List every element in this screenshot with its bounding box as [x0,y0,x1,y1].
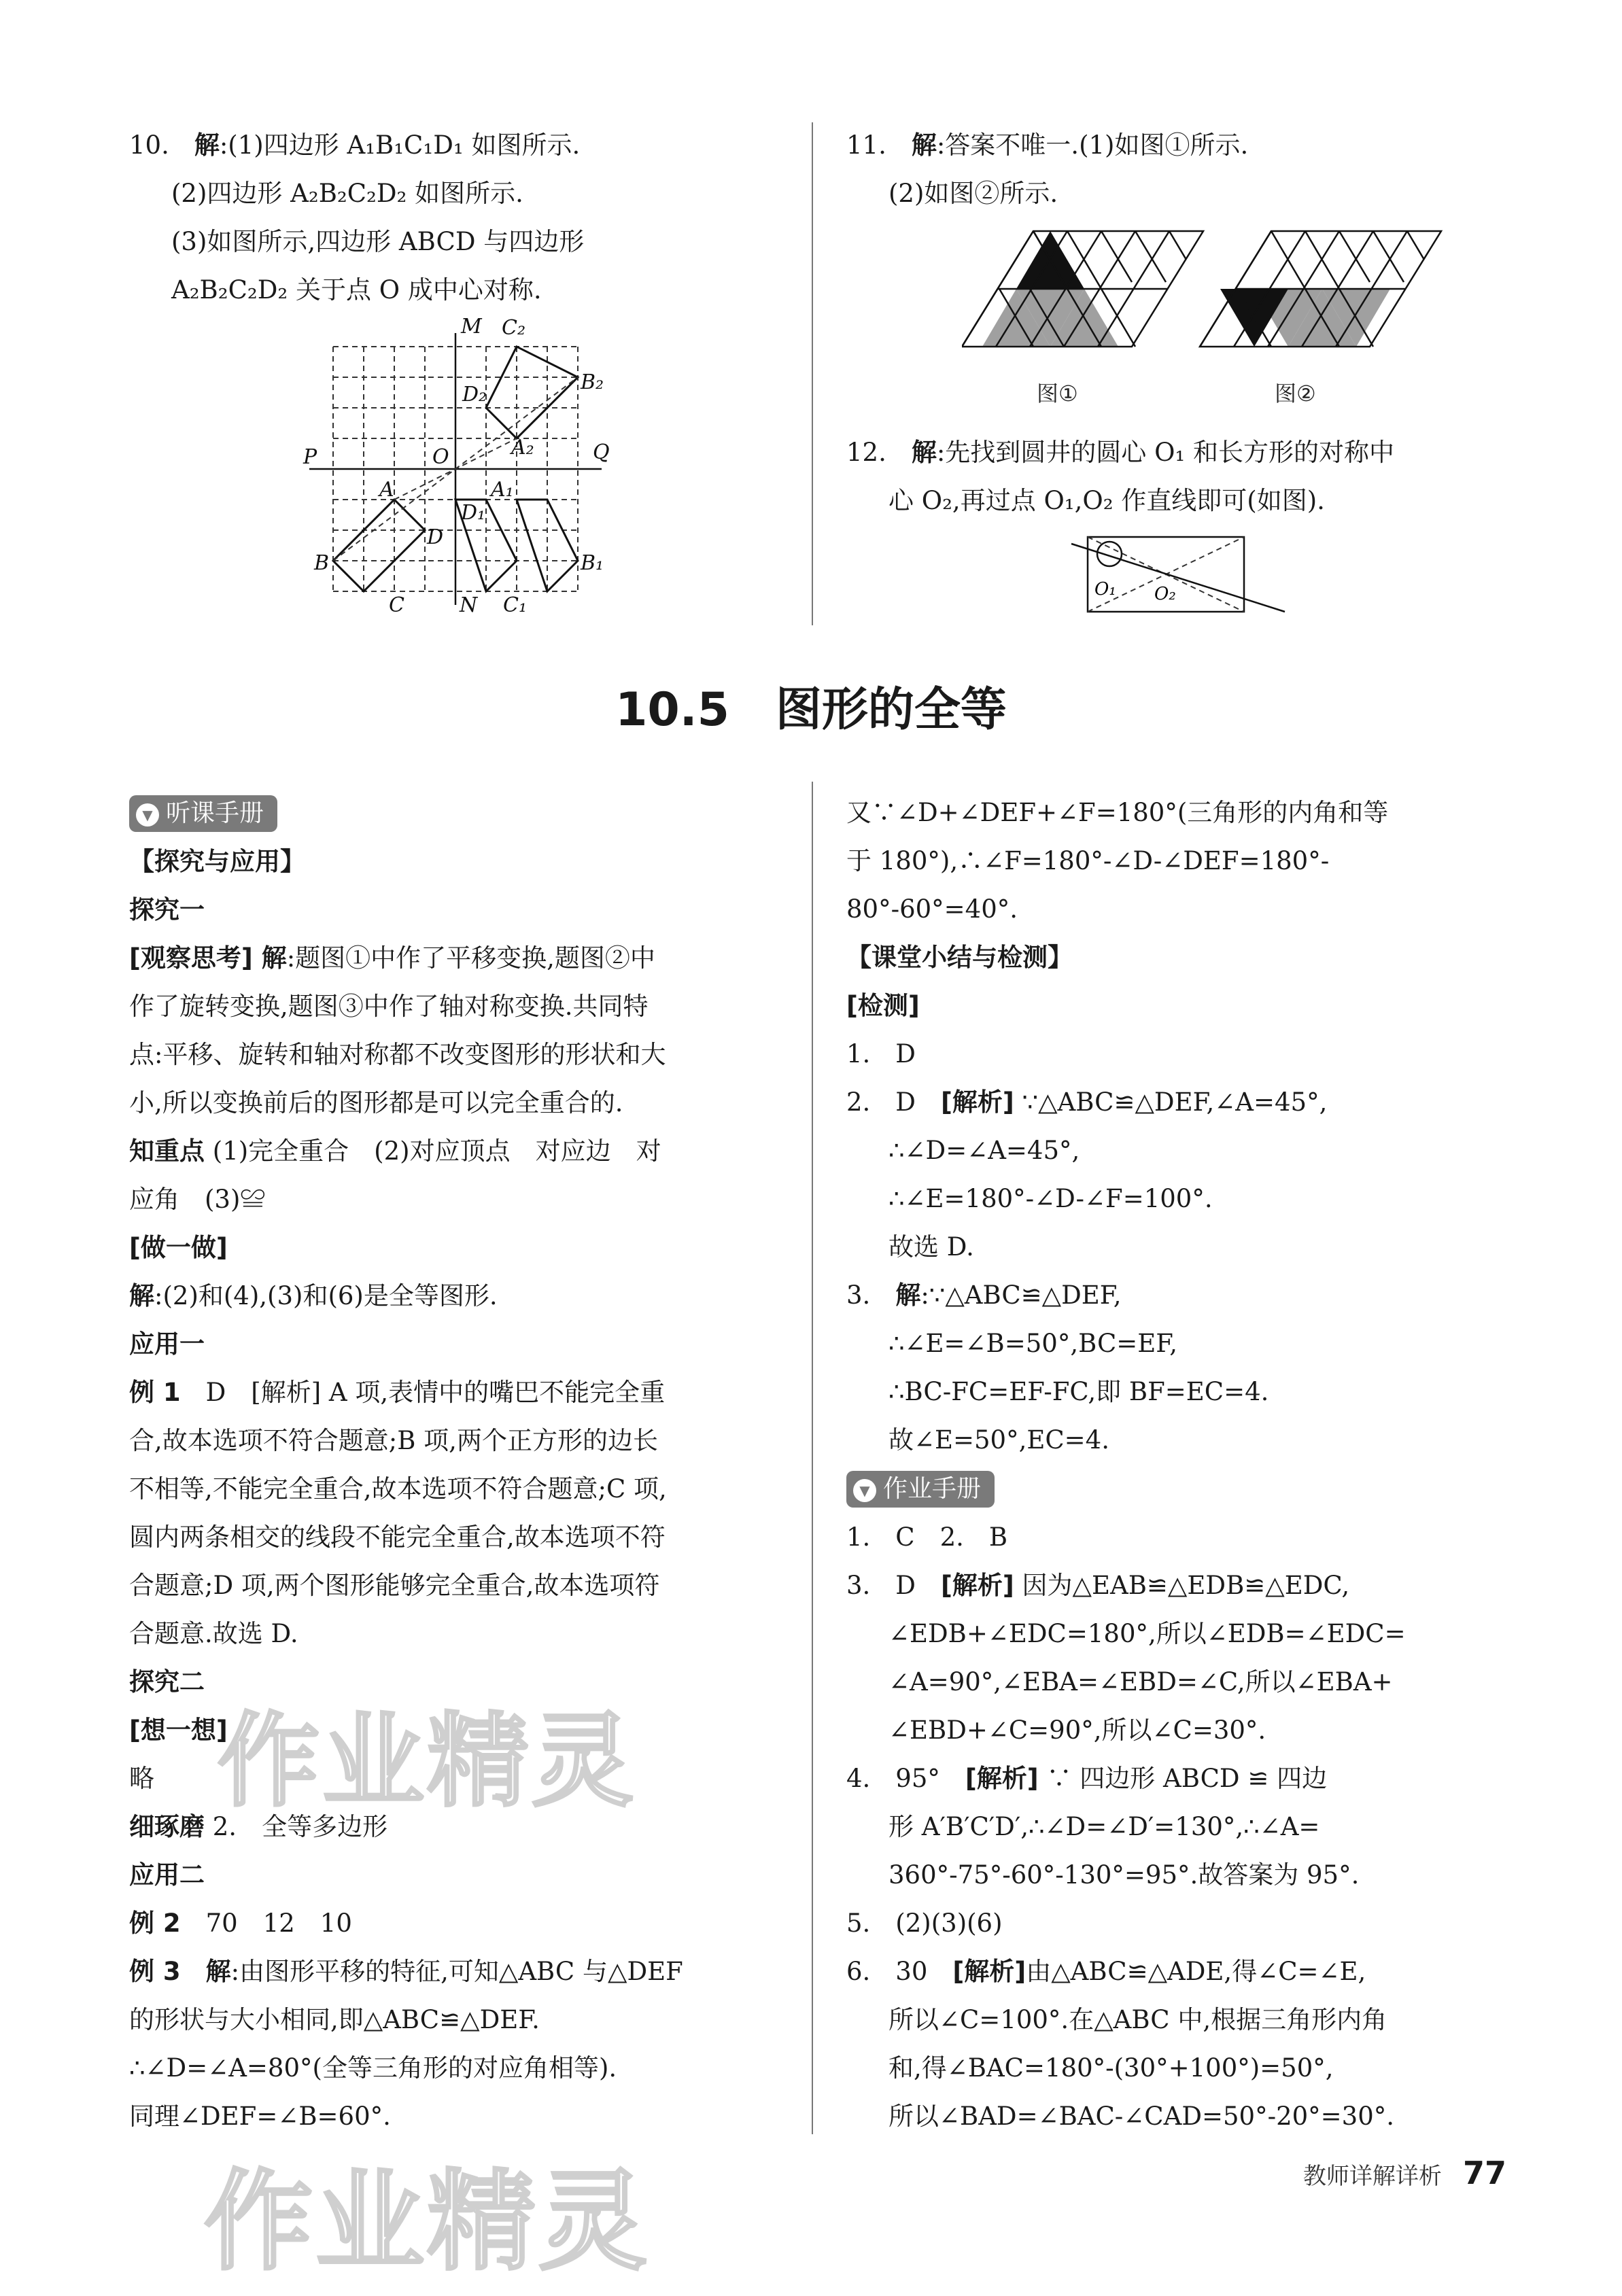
right-column [846,788,1499,2140]
grid-figure [299,313,612,619]
paragraph-line: 于 180°),∴∠F=180°-∠D-∠DEF=180°- [846,846,1330,875]
paragraph-line: 1. C 2. B [846,1523,1008,1552]
label-B: B [314,551,330,575]
label-C1: C₁ [503,593,527,617]
paragraph-line: ∠EDB+∠EDC=180°,所以∠EDB=∠EDC= [888,1619,1406,1648]
paragraph-line: 解:(2)和(4),(3)和(6)是全等图形. [129,1281,498,1310]
label-A: A [379,478,394,502]
problem-12-line-2: 心 O₂,再过点 O₁,O₂ 作直线即可(如图). [888,486,1325,515]
paragraph-line: ∴∠E=∠B=50°,BC=EF, [888,1329,1177,1358]
label-O1: O₁ [1094,579,1116,599]
paragraph-line: ∴∠E=180°-∠D-∠F=100°. [888,1184,1213,1213]
label-P: P [303,445,317,469]
paragraph-line: ∠A=90°,∠EBA=∠EBD=∠C,所以∠EBA+ [888,1667,1393,1697]
paragraph-line: 的形状与大小相同,即△ABC≌△DEF. [129,2005,540,2034]
label-A1: A₁ [491,478,514,502]
paragraph-line: [观察思考] 解:题图①中作了平移变换,题图②中 [129,943,655,973]
triangle-grid-2 [1200,231,1441,406]
paragraph-line: 6. 30 [解析]由△ABC≌△ADE,得∠C=∠E, [846,1957,1366,1986]
problem-11-line-2: (2)如图②所示. [888,179,1058,208]
triangle-grid-1 [962,231,1203,406]
paragraph-line: 2. D [解析] ∵△ABC≌△DEF,∠A=45°, [846,1088,1328,1117]
heading: [做一做] [129,1233,228,1262]
paragraph-line: 形 A′B′C′D′,∴∠D=∠D′=130°,∴∠A= [888,1812,1320,1841]
left-column [129,788,795,2140]
paragraph-line: 3. D [解析] 因为△EAB≌△EDB≌△EDC, [846,1571,1350,1600]
paragraph-line: ∠EBD+∠C=90°,所以∠C=30°. [888,1716,1266,1745]
rectangle-figure [1067,530,1298,619]
triangle-grids [962,224,1451,428]
paragraph-line: 小,所以变换前后的图形都是可以完全重合的. [129,1088,623,1117]
paragraph-line: 圆内两条相交的线段不能完全重合,故本选项不符 [129,1523,666,1552]
paragraph-line: 4. 95° [解析] ∵ 四边形 ABCD ≌ 四边 [846,1764,1328,1793]
paragraph-line: 合,故本选项不符合题意;B 项,两个正方形的边长 [129,1426,658,1455]
paragraph-line: ∴BC-FC=EF-FC,即 BF=EC=4. [888,1377,1269,1406]
paragraph-line: 细琢磨 2. 全等多边形 [129,1812,388,1841]
label-A2: A₂ [511,436,534,459]
page-number: 77 [1462,2155,1506,2191]
paragraph-line: 和,得∠BAC=180°-(30°+100°)=50°, [888,2053,1334,2083]
paragraph-line: 1. D [846,1039,916,1068]
caption-figure-1: 图① [1037,381,1078,406]
footer-label: 教师详解详析 [1302,2163,1442,2190]
paragraph-line: 例 2 70 12 10 [129,1909,352,1938]
label-B2: B₂ [581,370,604,394]
label-D2: D₂ [462,383,487,406]
heading: 【探究与应用】 [129,847,305,876]
chevron-down-icon: ▼ [853,1479,876,1502]
label-D1: D₁ [461,501,486,525]
label-C2: C₂ [502,316,525,340]
section-title: 10.5 图形的全等 [615,683,1007,737]
paragraph-line: 所以∠C=100°.在△ABC 中,根据三角形内角 [888,2005,1387,2034]
label-N: N [460,593,478,617]
problem-12 [846,428,1492,525]
paragraph-line: 又∵∠D+∠DEF+∠F=180°(三角形的内角和等 [846,798,1389,827]
column-divider-top [812,122,813,625]
paragraph-line: 略 [129,1764,154,1793]
paragraph-line: 360°-75°-60°-130°=95°.故答案为 95°. [888,1860,1360,1890]
pill-lecture-handbook: ▼ 听课手册 [129,788,795,837]
label-M: M [461,315,482,338]
paragraph-line: ∴∠D=∠A=45°, [888,1136,1080,1165]
pill-homework-handbook: ▼ 作业手册 [846,1464,1499,1513]
paragraph-line: 故选 D. [888,1232,974,1262]
paragraph-line: 不相等,不能完全重合,故本选项不符合题意;C 项, [129,1474,667,1503]
problem-11 [846,121,1492,218]
watermark: 作业精灵 [218,1703,637,1821]
heading: 应用二 [129,1860,205,1890]
problem-10-line-3: (3)如图所示,四边形 ABCD 与四边形 [171,227,585,256]
paragraph-line: 合题意;D 项,两个图形能够完全重合,故本选项符 [129,1571,660,1600]
label-Q: Q [593,440,610,464]
paragraph-line: 3. 解:∵△ABC≌△DEF, [846,1281,1122,1310]
label-C: C [389,593,404,617]
label-O: O [432,445,449,469]
heading: 应用一 [129,1329,205,1359]
problem-10-line-2: (2)四边形 A₂B₂C₂D₂ 如图所示. [171,179,523,208]
paragraph-line: 合题意.故选 D. [129,1619,298,1648]
problem-10-line-1: 10. 解:(1)四边形 A₁B₁C₁D₁ 如图所示. [129,131,581,160]
paragraph-line: 例 1 D [解析] A 项,表情中的嘴巴不能完全重 [129,1378,666,1407]
paragraph-line: 例 3 解:由图形平移的特征,可知△ABC 与△DEF [129,1957,683,1986]
heading: 探究一 [129,895,205,924]
heading: [想一想] [129,1716,228,1745]
heading: [检测] [846,991,920,1020]
paragraph-line: 所以∠BAD=∠BAC-∠CAD=50°-20°=30°. [888,2102,1395,2131]
label-B1: B₁ [581,551,604,575]
problem-10 [129,121,795,314]
label-D: D [427,525,444,549]
label-O2: O₂ [1154,584,1176,604]
problem-10-line-4: A₂B₂C₂D₂ 关于点 O 成中心对称. [171,275,542,305]
watermark: 作业精灵 [204,2158,651,2285]
paragraph-line: 作了旋转变换,题图③中作了轴对称变换.共同特 [129,992,649,1021]
chevron-down-icon: ▼ [136,803,159,827]
paragraph-line: ∴∠D=∠A=80°(全等三角形的对应角相等). [129,2053,617,2083]
paragraph-line: 80°-60°=40°. [846,894,1018,924]
paragraph-line: 应角 (3)≌ [129,1185,266,1214]
paragraph-line: 同理∠DEF=∠B=60°. [129,2102,391,2131]
problem-11-line-1: 11. 解:答案不唯一.(1)如图①所示. [846,131,1249,160]
paragraph-line: 知重点 (1)完全重合 (2)对应顶点 对应边 对 [129,1136,661,1166]
paragraph-line: 点:平移、旋转和轴对称都不改变图形的形状和大 [129,1040,666,1069]
paragraph-line: 5. (2)(3)(6) [846,1909,1003,1938]
caption-figure-2: 图② [1275,381,1316,406]
page-footer [1303,2155,1506,2191]
heading: 探究二 [129,1667,205,1697]
column-divider-bottom [812,782,813,2134]
paragraph-line: 故∠E=50°,EC=4. [888,1425,1109,1455]
heading: 【课堂小结与检测】 [846,943,1073,972]
problem-12-line-1: 12. 解:先找到圆井的圆心 O₁ 和长方形的对称中 [846,438,1394,467]
